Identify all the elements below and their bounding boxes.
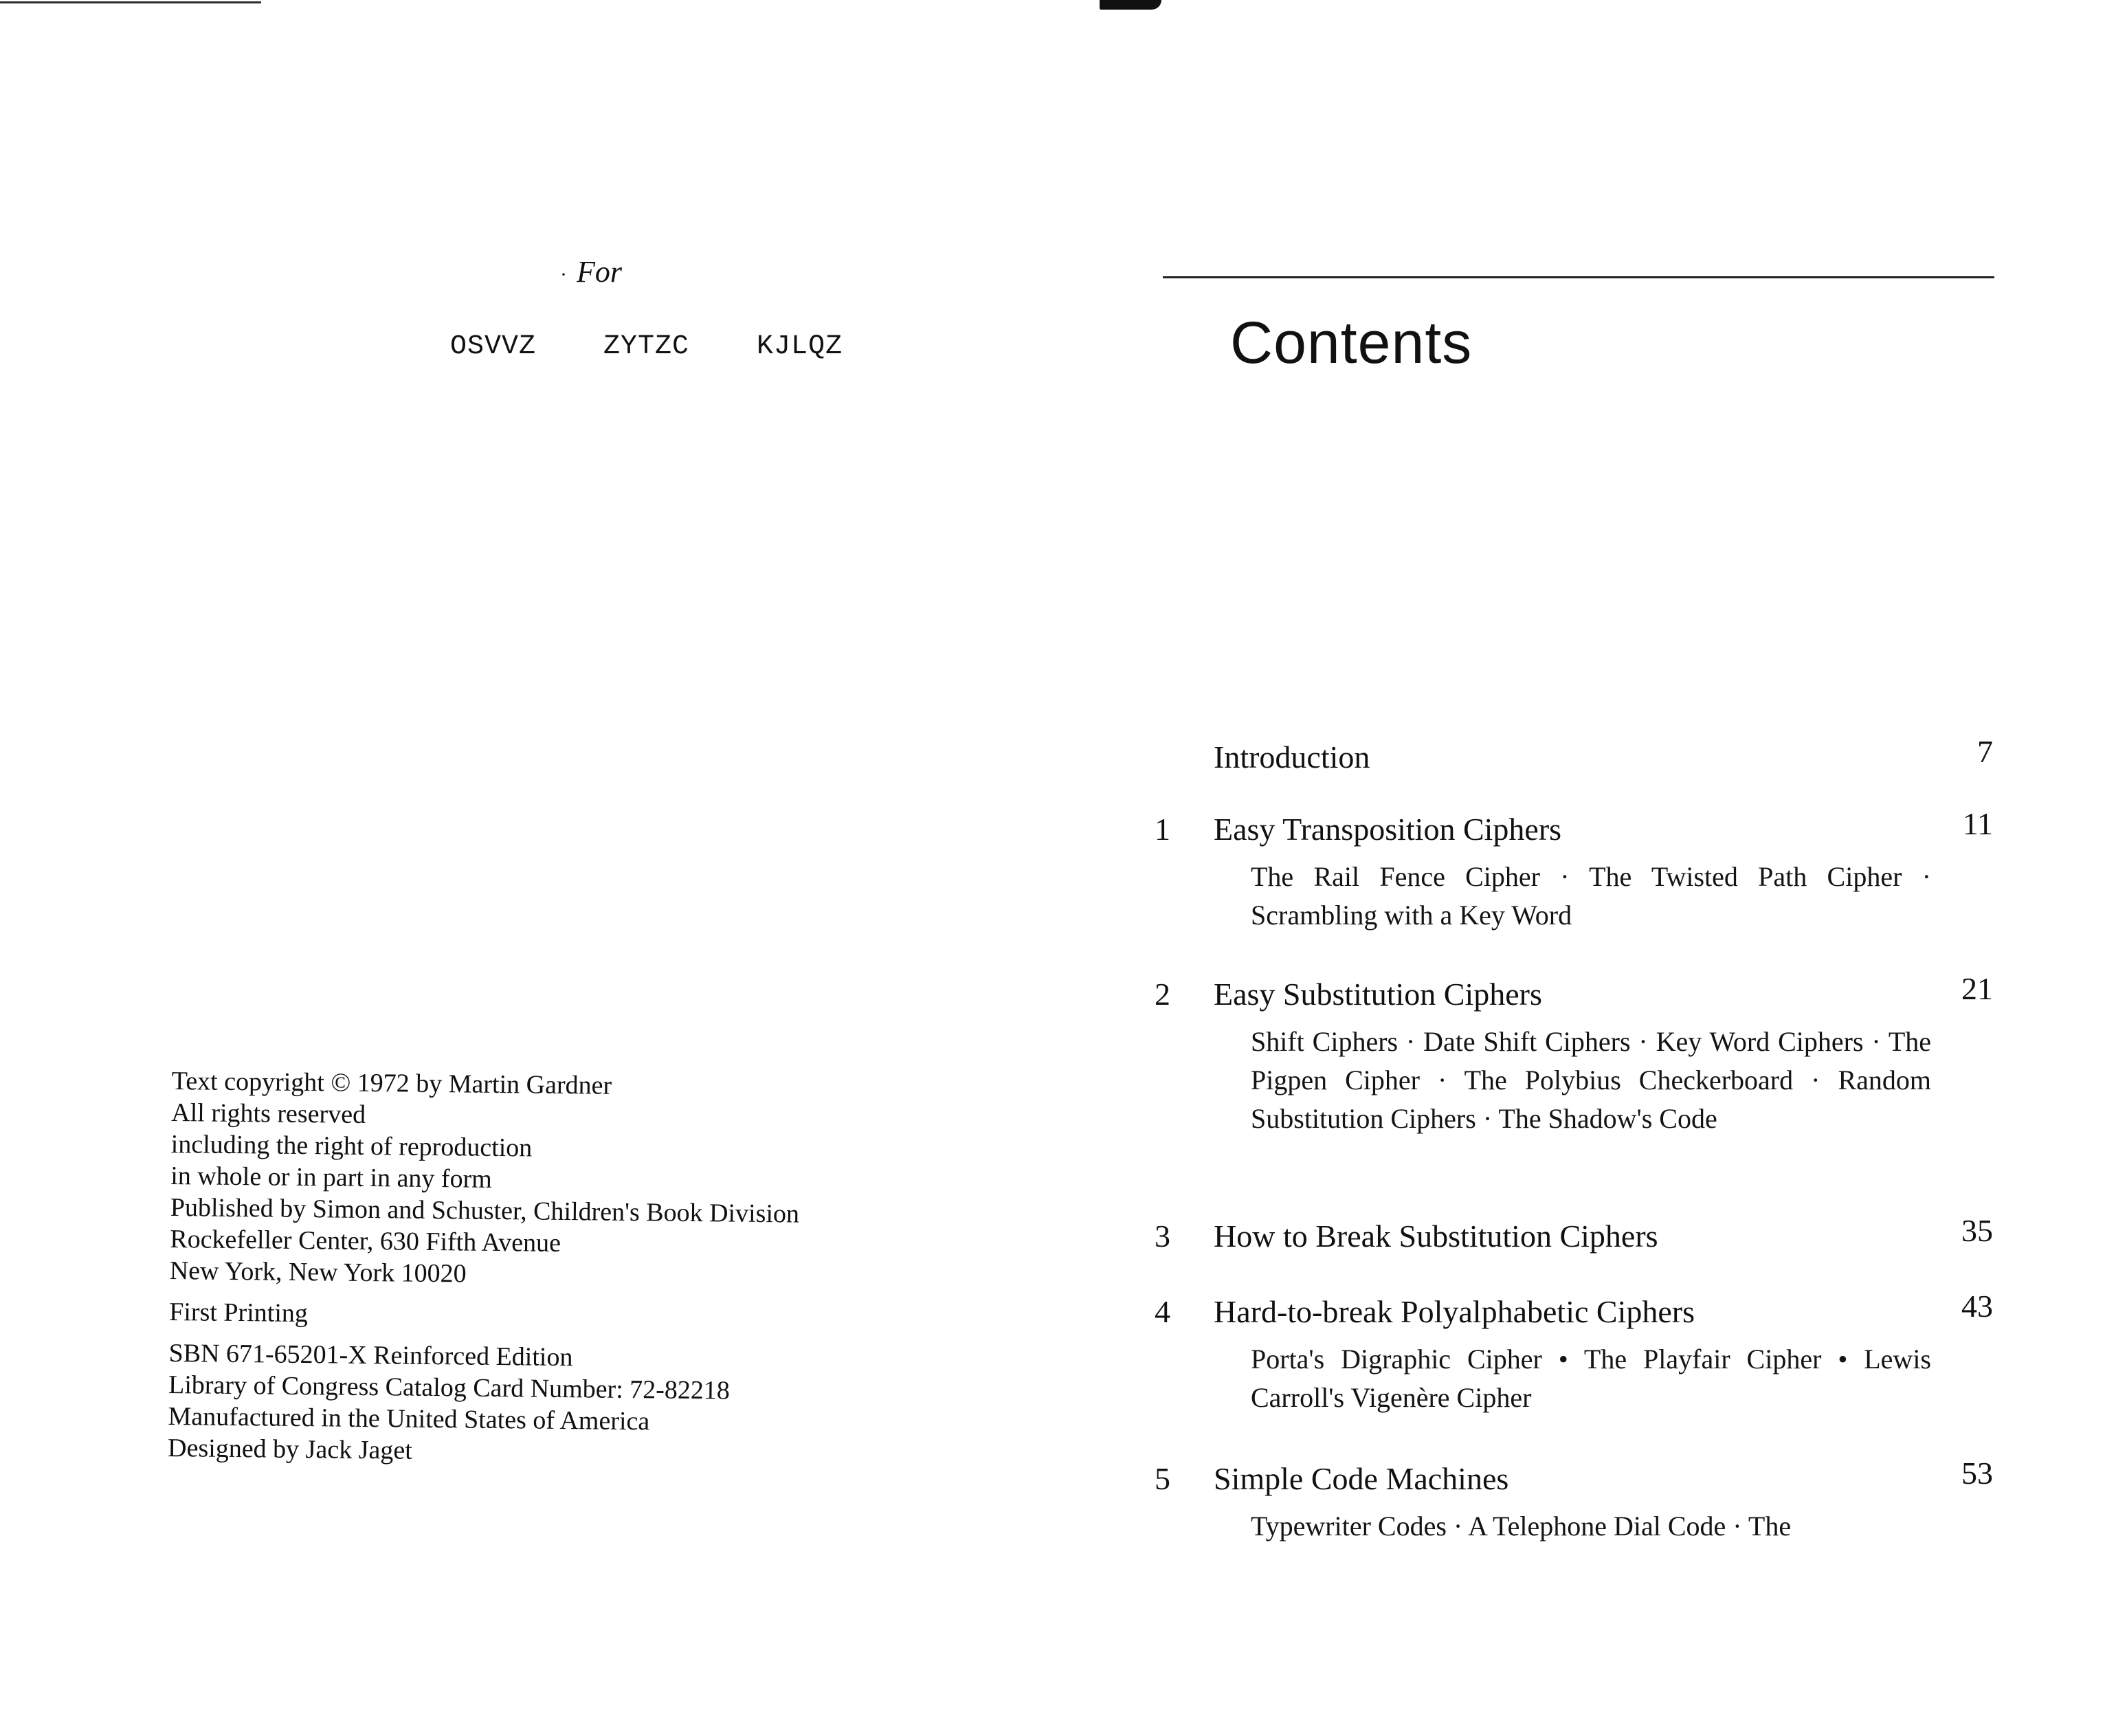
toc-subtopics: Porta's Digraphic Cipher • The Playfair Cipher • Lewis Carroll's Vigenère Cipher [1251,1344,1931,1413]
toc-title: Introduction [1214,739,1370,775]
printing-note [169,1296,799,1335]
toc-number: 4 [1155,1294,1170,1329]
contents-title: Contents [1230,310,1473,376]
copyright-line: All rights reserved [171,1098,366,1129]
toc-subtopics: The Rail Fence Cipher · The Twisted Path Cipher · Scrambling with a Key Word [1251,861,1931,931]
toc-page: 53 [1961,1456,1993,1491]
dedication [560,254,622,289]
toc-number: 2 [1155,977,1170,1012]
toc-subtopics: Shift Ciphers · Date Shift Ciphers · Key Word Ciphers · The Pigpen Cipher · The Polybius Checkerboard · Random Substitution Ciphers · The Shadow's Code [1251,1026,1931,1134]
copyright-line: Text copyright © 1972 by Martin Gardner [171,1066,612,1100]
toc-page: 7 [1977,734,1993,769]
toc-row [1155,971,1993,1017]
toc-entry-4 [1155,1289,1993,1417]
toc-row [1155,1289,1993,1335]
dedication-bullet: · [560,263,567,286]
toc-entry-1 [1155,806,1993,935]
printing-line: First Printing [169,1297,309,1328]
toc-title: Easy Transposition Ciphers [1214,812,1562,847]
toc-entry-introduction [1155,734,1993,780]
copyright-line: Rockefeller Center, 630 Fifth Avenue [170,1224,561,1258]
copyright-line: in whole or in part in any form [170,1161,493,1194]
copyright-block [168,1065,801,1480]
toc-page: 35 [1961,1213,1993,1248]
toc-entry-3 [1155,1213,1993,1259]
toc-number: 1 [1155,812,1170,847]
toc-subtopics: Typewriter Codes · A Telephone Dial Code · The [1251,1511,1792,1542]
copyright-line: Published by Simon and Schuster, Children's Book Division [170,1192,800,1229]
contents-top-rule [1163,276,1994,278]
dedication-cipher: OSVVZ ZYTZC KJLQZ [450,331,843,362]
copyright-line: including the right of reproduction [170,1129,533,1163]
toc-page: 43 [1961,1289,1993,1324]
toc-entry-2 [1155,971,1993,1138]
designer-line: Designed by Jack Jaget [167,1433,412,1465]
toc-number: 5 [1155,1461,1170,1496]
toc-title: Simple Code Machines [1214,1461,1509,1496]
toc-page: 21 [1961,971,1993,1006]
catalog-line: Library of Congress Catalog Card Number: 72-82218 [168,1370,731,1405]
toc-row [1155,734,1993,780]
toc-title: Hard-to-break Polyalphabetic Ciphers [1214,1294,1695,1329]
copyright-group-2 [168,1337,798,1471]
toc-page: 11 [1962,806,1993,841]
copyright-line: New York, New York 10020 [169,1256,467,1289]
toc-row [1155,1456,1993,1502]
copyright-group-1 [170,1065,801,1293]
dedication-label: For [577,255,622,289]
edition-line: SBN 671-65201-X Reinforced Edition [168,1338,573,1372]
toc-row [1155,806,1993,852]
toc-title: Easy Substitution Ciphers [1214,977,1542,1012]
toc-number: 3 [1155,1218,1170,1254]
manufactured-line: Manufactured in the United States of America [168,1401,650,1436]
toc-entry-5 [1155,1456,1993,1546]
toc-title: How to Break Substitution Ciphers [1214,1218,1658,1254]
toc-row [1155,1213,1993,1259]
